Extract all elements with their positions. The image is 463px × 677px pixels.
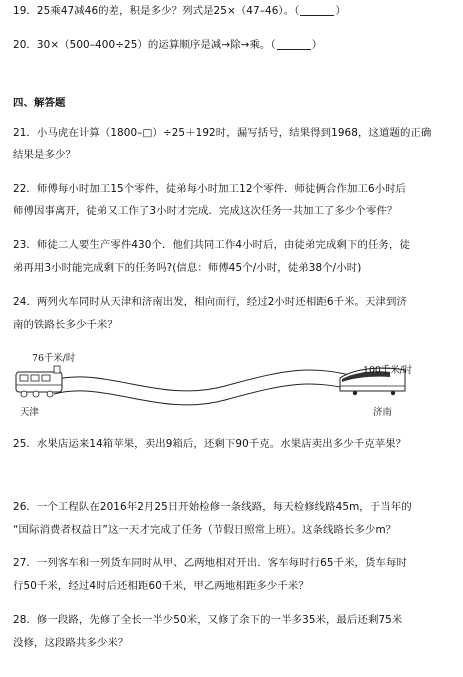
question-26-line2: “国际消费者权益日”这一天才完成了任务（节假日照常上班）。这条线路长多少m？ — [13, 524, 397, 536]
track-upper — [54, 370, 355, 391]
left-city-label: 天津 — [20, 407, 39, 418]
left-speed-label: 76千米/时 — [32, 353, 76, 364]
right-speed-label: 100千米/时 — [363, 365, 413, 376]
question-25: 25．水果店运来14箱苹果，卖出9箱后，还剩下90千克。水果店卖出多少千克苹果？ — [13, 438, 407, 450]
question-28-line1: 28．修一段路，先修了全长一半少50米，又修了余下的一半多35米，最后还剩75米 — [13, 614, 403, 626]
right-city-label: 济南 — [373, 407, 392, 418]
question-19-close: ） — [335, 5, 346, 17]
question-24-line1: 24．两列火车同时从天津和济南出发，相向而行，经过2小时还相距6千米。天津到济 — [13, 296, 408, 308]
railway-figure — [10, 346, 420, 424]
question-27-line1: 27．一列客车和一列货车同时从甲、乙两地相对开出．客车每时行65千米，货车每时 — [13, 557, 408, 569]
question-22-line1: 22．师傅每小时加工15个零件，徒弟每小时加工12个零件．师徒俩合作加工6小时后 — [13, 183, 407, 195]
question-27-line2: 行50千米，经过4时后还相距60千米，甲乙两地相距多少千米？ — [13, 580, 309, 592]
question-28-line2: 没修，这段路共多少米？ — [13, 637, 129, 649]
answer-blank-20[interactable] — [277, 39, 311, 50]
track-lower — [54, 384, 355, 405]
question-24-line2: 南的铁路长多少千米？ — [13, 319, 118, 331]
question-21-line2: 结果是多少？ — [13, 149, 76, 161]
left-train-icon — [16, 366, 62, 397]
section-heading: 四、解答题 — [13, 97, 66, 109]
question-19 — [13, 4, 346, 18]
answer-blank-19[interactable] — [300, 5, 334, 16]
question-19-text: 19．25乘47减46的差，积是多少？列式是25×（47–46）。（ — [13, 5, 300, 17]
question-26-line1: 26．一个工程队在2016年2月25日开始检修一条线路，每天检修线路45m，于当年的 — [13, 501, 412, 513]
question-20-close: ） — [311, 39, 323, 51]
question-20 — [13, 38, 322, 52]
question-23-line1: 23．师徒二人要生产零件430个．他们共同工作4小时后，由徒弟完成剩下的任务，徒 — [13, 239, 410, 251]
question-23-line2: 弟再用3小时能完成剩下的任务吗?(信息：师傅45个/小时，徒弟38个/小时) — [13, 262, 362, 274]
question-20-text: 20．30×（500–400÷25）的运算顺序是减→除→乘。（ — [13, 39, 276, 51]
question-21-line1: 21．小马虎在计算（1800–□）÷25＋192时，漏写括号，结果得到1968，这道题的正确 — [13, 127, 432, 139]
question-22-line2: 师傅因事离开，徒弟又工作了3小时才完成．完成这次任务一共加工了多少个零件？ — [13, 205, 398, 217]
